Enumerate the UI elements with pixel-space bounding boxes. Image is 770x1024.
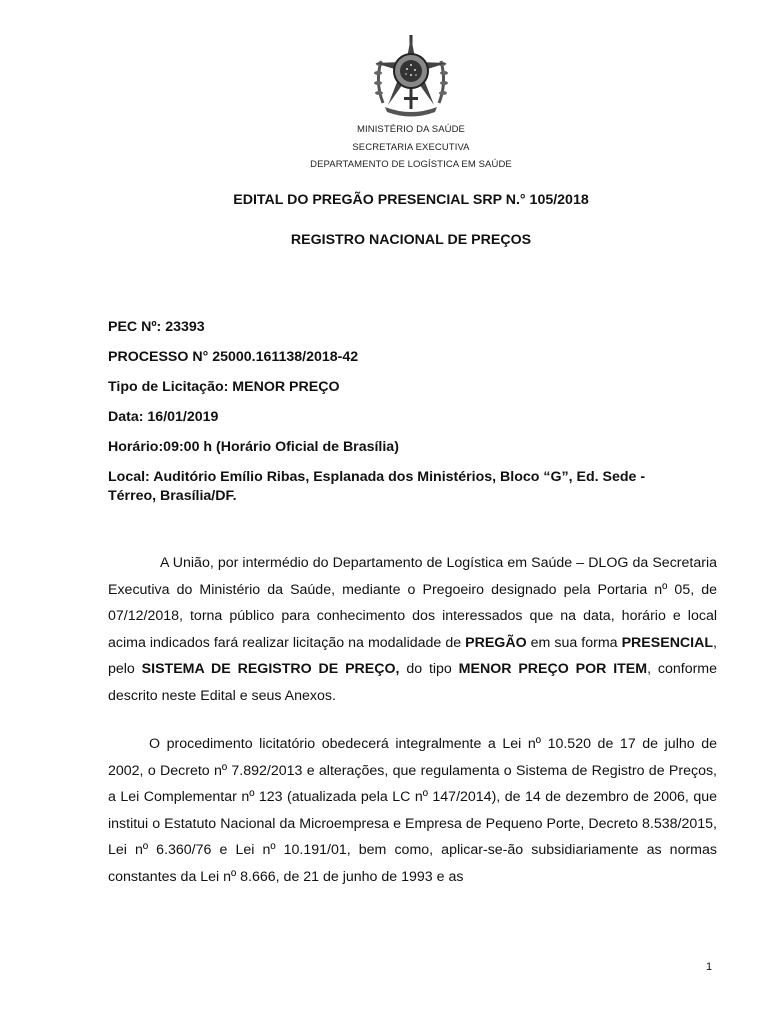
coat-of-arms-emblem bbox=[371, 33, 451, 117]
secretariat-name: SECRETARIA EXECUTIVA bbox=[352, 141, 470, 153]
document-title: EDITAL DO PREGÃO PRESENCIAL SRP N.° 105/2018 bbox=[233, 192, 589, 208]
bid-type: Tipo de Licitação: MENOR PREÇO bbox=[108, 379, 340, 395]
legal-basis-paragraph: O procedimento licitatório obedecerá integralmente a Lei nº 10.520 de 17 de julho de 2002, o Decreto nº 7.892/2013 e alterações, que regulamenta o Sistema de Registro de Preços, a Lei Complementar nº 123 (atualizada pela LC nº 147/2014), de 14 de dezembro de 2006, que institui o Estatuto Nacional da Microempresa e Empresa de Pequeno Porte, Decreto 8.538/2015, Lei nº 6.360/76 e Lei nº 10.191/01, bem como, aplicar-se-ão subsidiariamente as normas constantes da Lei nº 8.666, de 21 de junho de 1993 e as bbox=[108, 736, 717, 885]
process-number: PROCESSO N° 25000.161138/2018-42 bbox=[108, 349, 359, 365]
bid-location: Local: Auditório Emílio Ribas, Esplanada dos Ministérios, Bloco “G”, Ed. Sede - bbox=[108, 469, 646, 485]
bid-location-continued: Térreo, Brasília/DF. bbox=[108, 488, 237, 504]
tender-info bbox=[108, 318, 694, 506]
paragraph-bold-text: SISTEMA DE REGISTRO DE PREÇO, bbox=[141, 661, 400, 678]
paragraph-text: do tipo bbox=[399, 661, 459, 678]
bid-date: Data: 16/01/2019 bbox=[108, 409, 219, 425]
paragraph-text: A União, por intermédio do Departamento de Logística em Saúde – DLOG da Secretaria Executiva do Ministério da Saúde, mediante o Pregoeiro designado pela Portaria nº 05, de 07/12/2018, torna público para conhecimento dos interessados que na data, horário e local acima indicados fará realizar licitação na modalidade de bbox=[108, 555, 717, 651]
page-number: 1 bbox=[706, 961, 713, 973]
document-subtitle: REGISTRO NACIONAL DE PREÇOS bbox=[290, 232, 532, 248]
bid-time: Horário:09:00 h (Horário Oficial de Brasília) bbox=[108, 439, 399, 455]
paragraph-text: , pelo bbox=[108, 634, 717, 678]
paragraph-bold-text: PRESENCIAL bbox=[621, 634, 714, 651]
letterhead bbox=[0, 121, 770, 174]
intro-paragraph bbox=[108, 550, 717, 710]
pec-number: PEC Nº: 23393 bbox=[108, 319, 205, 335]
paragraph-bold-text: MENOR PREÇO POR ITEM bbox=[458, 661, 648, 678]
department-name: DEPARTAMENTO DE LOGÍSTICA EM SAÚDE bbox=[310, 159, 512, 170]
ministry-name: MINISTÉRIO DA SAÚDE bbox=[356, 124, 465, 135]
paragraph-text: , conforme descrito neste Edital e seus Anexos. bbox=[108, 661, 718, 704]
paragraph-text: em sua forma bbox=[526, 634, 622, 651]
paragraph-bold-text: PREGÃO bbox=[465, 634, 527, 651]
